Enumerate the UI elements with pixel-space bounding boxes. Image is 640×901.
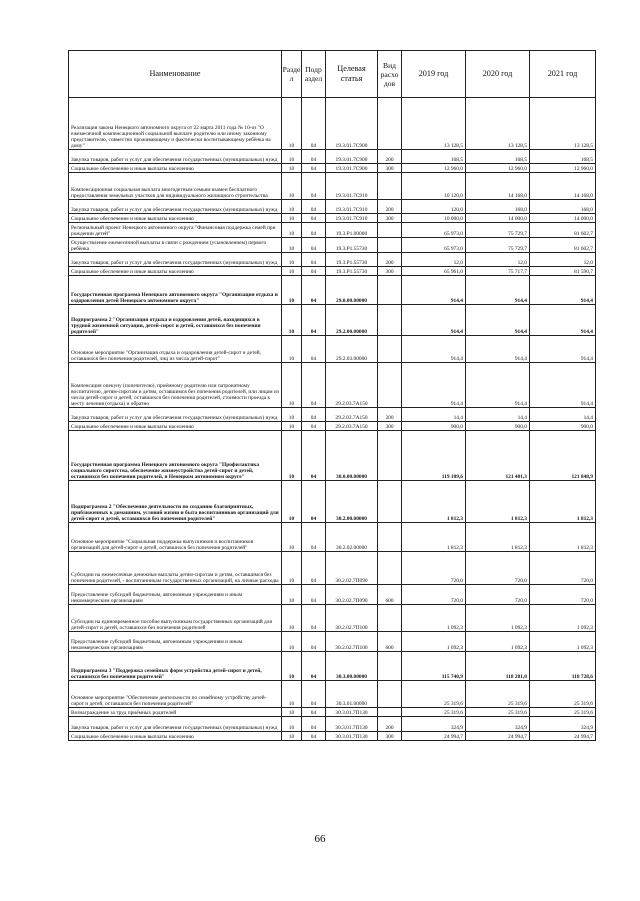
header-podrazdel: Подр аздел [302,51,326,98]
cell-2019: 25 319,6 [402,681,466,708]
header-2020: 2020 год [466,51,530,98]
cell-2019: 120,0 [402,200,466,214]
cell-2020: 14 168,0 [466,173,530,200]
cell-vid [378,305,402,336]
cell-2020: 168,0 [466,200,530,214]
cell-podrazdel: 04 [302,214,326,223]
cell-razdel: 10 [282,223,302,238]
cell-vid [378,276,402,305]
cell-razdel: 10 [282,238,302,253]
table-row [69,223,596,238]
cell-vid [378,652,402,681]
cell-razdel: 10 [282,632,302,652]
cell-name: Закупка товаров, работ и услуг для обеспечения государственных (муниципальных) нужд [69,150,282,164]
cell-2021: 81 602,7 [530,238,596,253]
table-row [69,632,596,652]
cell-razdel: 10 [282,164,302,173]
cell-podrazdel: 04 [302,305,326,336]
cell-podrazdel: 04 [302,585,326,605]
cell-2021: 81 602,7 [530,223,596,238]
cell-name: Социальное обеспечение и иные выплаты населению [69,732,282,741]
cell-razdel: 10 [282,552,302,585]
cell-target: 19.3.01.7С910 [326,214,378,223]
cell-name: Предоставление субсидий бюджетным, автономным учреждениям и иным некоммерческим организациям [69,632,282,652]
cell-razdel: 10 [282,214,302,223]
cell-2020: 914,4 [466,305,530,336]
cell-name: Закупка товаров, работ и услуг для обеспечения государственных (муниципальных) нужд [69,253,282,267]
cell-razdel: 10 [282,150,302,164]
cell-vid [378,363,402,408]
cell-podrazdel: 04 [302,267,326,276]
cell-2019: 168,5 [402,150,466,164]
cell-target: 30.2.02.7П100 [326,632,378,652]
cell-2019: 65 973,0 [402,223,466,238]
cell-2019: 14,4 [402,408,466,422]
cell-name: Социальное обеспечение и иные выплаты населению [69,164,282,173]
cell-razdel: 10 [282,431,302,481]
cell-2021: 121 848,9 [530,431,596,481]
table-row [69,585,596,605]
cell-target: 29.2.03.7А150 [326,422,378,431]
cell-2020: 12,0 [466,253,530,267]
cell-2021: 720,0 [530,585,596,605]
table-row [69,164,596,173]
cell-target: 29.2.00.00000 [326,305,378,336]
header-2019: 2019 год [402,51,466,98]
cell-vid: 200 [378,200,402,214]
cell-2020: 914,4 [466,363,530,408]
cell-2021: 720,0 [530,552,596,585]
cell-2021: 14 168,0 [530,173,596,200]
cell-podrazdel: 04 [302,552,326,585]
cell-podrazdel: 04 [302,173,326,200]
cell-name: Социальное обеспечение и иные выплаты населению [69,422,282,431]
cell-2021: 81 590,7 [530,267,596,276]
cell-vid: 200 [378,253,402,267]
cell-podrazdel: 04 [302,336,326,363]
cell-2020: 118 281,0 [466,652,530,681]
table-row [69,363,596,408]
cell-target: 30.2.02.00000 [326,523,378,552]
cell-target: 30.2.00.00000 [326,481,378,523]
cell-2019: 1 092,3 [402,632,466,652]
cell-podrazdel: 04 [302,253,326,267]
cell-2020: 75 729,7 [466,238,530,253]
table-row [69,408,596,422]
cell-name: Основное мероприятие "Социальная поддержка выпускников и воспитанников организаций для детей-сирот и детей, оставшихся без попечения родителей" [69,523,282,552]
cell-vid [378,552,402,585]
cell-2020: 914,4 [466,336,530,363]
cell-target: 29.2.03.00000 [326,336,378,363]
cell-target: 30.3.01.7П130 [326,708,378,717]
cell-target: 30.3.00.00000 [326,652,378,681]
cell-name: Закупка товаров, работ и услуг для обеспечения государственных (муниципальных) нужд [69,408,282,422]
cell-podrazdel: 04 [302,150,326,164]
cell-2021: 25 319,6 [530,708,596,717]
cell-2020: 720,0 [466,552,530,585]
cell-2020: 1 092,3 [466,605,530,632]
cell-2021: 14,4 [530,408,596,422]
cell-2019: 914,4 [402,336,466,363]
page-number: 66 [314,833,326,845]
cell-2020: 25 319,6 [466,708,530,717]
cell-vid [378,336,402,363]
cell-podrazdel: 04 [302,681,326,708]
cell-podrazdel: 04 [302,238,326,253]
table-row [69,732,596,741]
cell-target: 30.3.01.7П130 [326,732,378,741]
cell-razdel: 10 [282,200,302,214]
header-vid: Вид расхо дов [378,51,402,98]
cell-name: Подпрограмма 2 "Обеспечение деятельности по созданию благоприятных, приближенных к домашним, условий жизни и быта воспитанников организаций для детей-сирот и детей, оставшихся без попечения родителей" [69,481,282,523]
cell-2019: 914,4 [402,276,466,305]
header-2021: 2021 год [530,51,596,98]
cell-2020: 914,4 [466,276,530,305]
cell-2021: 914,4 [530,336,596,363]
cell-target: 30.2.02.7П090 [326,585,378,605]
cell-2019: 1 812,3 [402,523,466,552]
cell-name: Социальное обеспечение и иные выплаты населению [69,214,282,223]
table-row [69,267,596,276]
cell-target: 19.3.P1.55730 [326,238,378,253]
header-razdel: Разде л [282,51,302,98]
cell-razdel: 10 [282,652,302,681]
cell-2019: 65 961,0 [402,267,466,276]
cell-2020: 121 401,3 [466,431,530,481]
cell-target: 19.3.P1.00000 [326,223,378,238]
cell-2020: 75 717,7 [466,267,530,276]
cell-2020: 12 960,0 [466,164,530,173]
cell-2020: 900,0 [466,422,530,431]
cell-2019: 12,0 [402,253,466,267]
cell-2019: 10 000,0 [402,214,466,223]
cell-razdel: 10 [282,708,302,717]
cell-name: Компенсационная социальная выплата многодетным семьям взамен бесплатного предоставления земельных участков для индивидуального жилищного строительства [69,173,282,200]
cell-target: 19.3.01.7С910 [326,173,378,200]
cell-2019: 13 128,5 [402,98,466,150]
cell-vid: 300 [378,732,402,741]
cell-2021: 324,9 [530,717,596,732]
cell-2021: 118 728,6 [530,652,596,681]
cell-razdel: 10 [282,717,302,732]
cell-2020: 168,5 [466,150,530,164]
cell-2019: 12 960,0 [402,164,466,173]
cell-podrazdel: 04 [302,363,326,408]
cell-vid [378,708,402,717]
table-row [69,605,596,632]
cell-2019: 65 973,0 [402,238,466,253]
table-row [69,214,596,223]
cell-razdel: 10 [282,605,302,632]
table-row [69,552,596,585]
cell-name: Вознаграждение за труд приёмных родителей [69,708,282,717]
cell-vid [378,681,402,708]
budget-table-sheet [68,50,596,741]
cell-vid: 200 [378,408,402,422]
cell-podrazdel: 04 [302,164,326,173]
cell-name: Предоставление субсидий бюджетным, автономным учреждениям и иным некоммерческим организациям [69,585,282,605]
table-row [69,717,596,732]
cell-vid [378,223,402,238]
cell-razdel: 10 [282,481,302,523]
cell-2020: 1 812,3 [466,523,530,552]
cell-target: 30.3.01.7П130 [326,717,378,732]
cell-name: Закупка товаров, работ и услуг для обеспечения государственных (муниципальных) нужд [69,717,282,732]
table-row [69,681,596,708]
table-row [69,276,596,305]
header-target: Целевая статья [326,51,378,98]
cell-name: Региональный проект Ненецкого автономного округа "Финансовая поддержка семей при рождении детей" [69,223,282,238]
cell-2020: 13 128,5 [466,98,530,150]
cell-razdel: 10 [282,363,302,408]
cell-razdel: 10 [282,408,302,422]
cell-podrazdel: 04 [302,708,326,717]
table-row [69,431,596,481]
table-row [69,238,596,253]
table-row [69,481,596,523]
table-header-row [69,51,596,98]
cell-vid: 300 [378,214,402,223]
cell-2021: 13 128,5 [530,98,596,150]
cell-name: Государственная программа Ненецкого автономного округа "Организация отдыха и оздоровления детей Ненецкого автономного округа" [69,276,282,305]
cell-target: 19.3.01.7С910 [326,200,378,214]
cell-podrazdel: 04 [302,481,326,523]
cell-2021: 168,5 [530,150,596,164]
budget-table [68,50,596,741]
header-name: Наименование [69,51,282,98]
cell-2021: 12,0 [530,253,596,267]
cell-vid: 300 [378,267,402,276]
cell-podrazdel: 04 [302,98,326,150]
cell-target: 29.0.00.00000 [326,276,378,305]
cell-2019: 25 319,6 [402,708,466,717]
table-row [69,708,596,717]
cell-podrazdel: 04 [302,223,326,238]
cell-razdel: 10 [282,173,302,200]
cell-vid: 600 [378,632,402,652]
cell-razdel: 10 [282,422,302,431]
cell-name: Закупка товаров, работ и услуг для обеспечения государственных (муниципальных) нужд [69,200,282,214]
cell-2021: 168,0 [530,200,596,214]
cell-name: Субсидии на ежемесячные денежные выплаты детям-сиротам и детям, оставшимся без попечения родителей, - воспитанникам государственных организаций, на личные расходы [69,552,282,585]
cell-name: Основное мероприятие "Обеспечение деятельности по семейному устройству детей-сирот и детей, оставшихся без попечения родителей" [69,681,282,708]
cell-razdel: 10 [282,267,302,276]
cell-target: 30.0.00.00000 [326,431,378,481]
table-row [69,253,596,267]
cell-razdel: 10 [282,253,302,267]
table-row [69,98,596,150]
cell-name: Подпрограмма 3 "Поддержка семейных форм устройства детей-сирот и детей, оставшихся без попечения родителей" [69,652,282,681]
cell-podrazdel: 04 [302,422,326,431]
cell-2019: 914,4 [402,363,466,408]
table-row [69,336,596,363]
cell-razdel: 10 [282,336,302,363]
cell-2021: 900,0 [530,422,596,431]
cell-2019: 720,0 [402,552,466,585]
cell-target: 29.2.03.7А150 [326,363,378,408]
cell-podrazdel: 04 [302,605,326,632]
cell-razdel: 10 [282,98,302,150]
cell-2019: 10 120,0 [402,173,466,200]
cell-podrazdel: 04 [302,717,326,732]
cell-name: Реализация закона Ненецкого автономного округа от 22 марта 2011 года № 10-оз "О ежемесячной компенсационной социальной выплате родителю или иному законному представителю, совместно проживающему и фактически воспитывающему ребёнка на дому" [69,98,282,150]
cell-2019: 115 740,9 [402,652,466,681]
cell-2019: 914,4 [402,305,466,336]
cell-2020: 14,4 [466,408,530,422]
cell-razdel: 10 [282,585,302,605]
cell-podrazdel: 04 [302,408,326,422]
cell-vid [378,238,402,253]
cell-2020: 720,0 [466,585,530,605]
cell-2021: 1 812,3 [530,481,596,523]
cell-2019: 1 812,3 [402,481,466,523]
table-row [69,173,596,200]
cell-podrazdel: 04 [302,732,326,741]
cell-2021: 914,4 [530,276,596,305]
cell-podrazdel: 04 [302,276,326,305]
cell-podrazdel: 04 [302,523,326,552]
cell-target: 19.3.P1.55730 [326,253,378,267]
cell-target: 19.3.P1.55730 [326,267,378,276]
cell-razdel: 10 [282,681,302,708]
cell-name: Подпрограмма 2 "Организация отдыха и оздоровления детей, находящихся в трудной жизненной ситуации, детей-сирот и детей, оставшихся без попечения родителей" [69,305,282,336]
cell-vid: 200 [378,717,402,732]
cell-2019: 324,9 [402,717,466,732]
cell-target: 30.2.02.7П090 [326,552,378,585]
cell-target: 19.3.01.7С900 [326,164,378,173]
cell-2021: 14 000,0 [530,214,596,223]
table-row [69,150,596,164]
cell-name: Компенсация опекуну (попечителю), приёмному родителю или патронатному воспитателю, детям-сиротам и детям, оставшимся без попечения родителей, или лицам из числа детей-сирот и детей, оставшихся без попечения родителей, стоимости проезда к месту лечения (отдыха) и обратно [69,363,282,408]
cell-razdel: 10 [282,732,302,741]
cell-name: Осуществление ежемесячной выплаты в связи с рождением (усыновлением) первого ребёнка [69,238,282,253]
cell-vid [378,431,402,481]
cell-target: 19.3.01.7С900 [326,98,378,150]
cell-podrazdel: 04 [302,200,326,214]
cell-vid [378,481,402,523]
cell-target: 29.2.03.7А150 [326,408,378,422]
cell-2021: 914,4 [530,363,596,408]
cell-2019: 24 994,7 [402,732,466,741]
cell-2020: 1 092,3 [466,632,530,652]
cell-2020: 14 000,0 [466,214,530,223]
cell-vid: 200 [378,150,402,164]
cell-podrazdel: 04 [302,431,326,481]
table-body [69,98,596,741]
cell-2019: 1 092,3 [402,605,466,632]
cell-podrazdel: 04 [302,652,326,681]
cell-target: 19.3.01.7С900 [326,150,378,164]
cell-2021: 12 960,0 [530,164,596,173]
cell-2020: 24 994,7 [466,732,530,741]
cell-target: 30.2.02.7П100 [326,605,378,632]
cell-2019: 720,0 [402,585,466,605]
cell-2021: 1 812,3 [530,523,596,552]
cell-2020: 75 729,7 [466,223,530,238]
cell-vid: 600 [378,585,402,605]
cell-vid: 300 [378,422,402,431]
cell-2019: 900,0 [402,422,466,431]
cell-razdel: 10 [282,276,302,305]
cell-2021: 1 092,3 [530,632,596,652]
cell-name: Социальное обеспечение и иные выплаты населению [69,267,282,276]
cell-name: Основное мероприятие "Организация отдыха и оздоровления детей-сирот и детей, оставшихся без попечения родителей, лиц из числа детей-сирот" [69,336,282,363]
cell-name: Субсидии на единовременное пособие выпускникам государственных организаций для детей-сирот и детей, оставшихся без попечения родителей [69,605,282,632]
table-row [69,422,596,431]
table-row [69,305,596,336]
cell-razdel: 10 [282,523,302,552]
cell-2021: 914,4 [530,305,596,336]
table-row [69,652,596,681]
cell-2020: 25 319,6 [466,681,530,708]
cell-2021: 25 319,6 [530,681,596,708]
cell-2020: 324,9 [466,717,530,732]
cell-vid: 300 [378,164,402,173]
cell-podrazdel: 04 [302,632,326,652]
cell-vid [378,173,402,200]
cell-2021: 24 994,7 [530,732,596,741]
cell-2020: 1 812,3 [466,481,530,523]
cell-2021: 1 092,3 [530,605,596,632]
cell-2019: 119 109,6 [402,431,466,481]
cell-name: Государственная программа Ненецкого автономного округа "Профилактика социального сиротства, обеспечение жизнеустройства детей-сирот и детей, оставшихся без попечения родителей, в Ненецком автономном округе" [69,431,282,481]
table-row [69,200,596,214]
cell-vid [378,523,402,552]
cell-vid [378,605,402,632]
table-row [69,523,596,552]
cell-target: 30.3.01.00000 [326,681,378,708]
cell-razdel: 10 [282,305,302,336]
cell-vid [378,98,402,150]
